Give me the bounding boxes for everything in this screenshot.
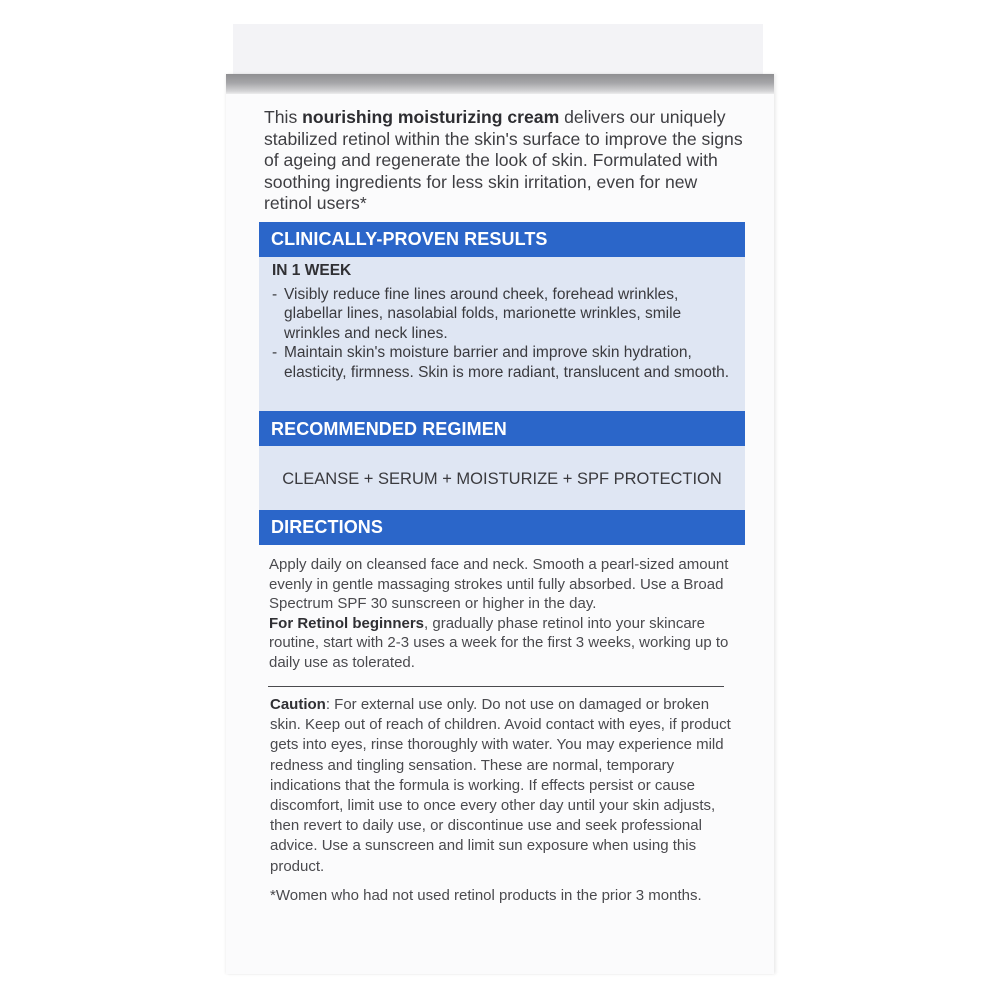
results-heading: CLINICALLY-PROVEN RESULTS: [259, 222, 745, 257]
beginners-label: For Retinol beginners: [269, 614, 425, 632]
regimen-heading: RECOMMENDED REGIMEN: [259, 411, 745, 446]
results-subheading: IN 1 WEEK: [272, 262, 352, 279]
product-description-emphasis: nourishing moisturizing cream: [302, 107, 560, 127]
caution-text: Caution: For external use only. Do not use on damaged or broken skin. Keep out of reach of children. Avoid contact with eyes, if product gets into eyes, rinse thoroughly with water. You may experience mild redness and tingling sensation. These are normal, temporary indications that the formula is working. If effects persist or cause discomfort, limit use to once every other day until your skin adjusts, then revert to daily use, or discontinue use and seek professional advice. Use a sunscreen and limit sun exposure when using this product.: [270, 696, 731, 875]
box-top-flap: [233, 24, 763, 76]
directions-text: Apply daily on cleansed face and neck. Smooth a pearl-sized amount evenly in gentle massaging strokes until fully absorbed. Use a Broad Spectrum SPF 30 sunscreen or higher in the day. For Retinol beginners, gradually phase retinol into your skincare routine, start with 2-3 uses a week for the first 3 weeks, working up to daily use as tolerated.: [269, 556, 729, 671]
caution-divider: [268, 686, 724, 687]
product-description: This nourishing moisturizing cream delivers our uniquely stabilized retinol within the skin's surface to improve the signs of ageing and regenerate the look of skin. Formulated with soothing ingredients for less skin irritation, even for new retinol users*: [264, 107, 743, 213]
footnote: *Women who had not used retinol products in the prior 3 months.: [270, 887, 702, 904]
results-list: [272, 285, 731, 383]
results-list-item: - Maintain skin's moisture barrier and improve skin hydration, elasticity, firmness. Skin is more radiant, translucent and smooth.: [272, 343, 731, 382]
box-fold-shadow: [226, 74, 774, 94]
results-list-item: - Visibly reduce fine lines around cheek, forehead wrinkles, glabellar lines, nasolabial folds, marionette wrinkles, smile wrinkles and neck lines.: [272, 285, 731, 344]
directions-heading: DIRECTIONS: [259, 510, 745, 545]
regimen-steps: CLEANSE + SERUM + MOISTURIZE + SPF PROTECTION: [259, 446, 745, 510]
caution-label: Caution: [270, 696, 326, 713]
results-panel: [259, 257, 745, 411]
